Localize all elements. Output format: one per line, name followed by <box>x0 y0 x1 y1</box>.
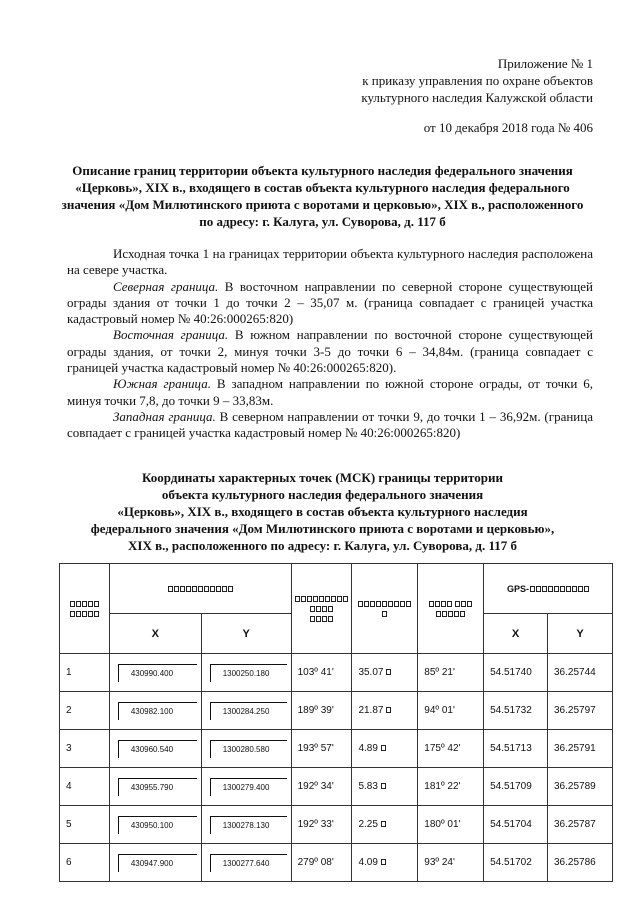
coord-y-cell <box>201 768 291 806</box>
header-length <box>352 564 418 654</box>
direction: 85º 21' <box>418 654 484 692</box>
west-boundary-paragraph <box>67 409 593 442</box>
header-y: Y <box>201 614 291 654</box>
coord-y-cell <box>201 844 291 882</box>
direction: 181º 22' <box>418 768 484 806</box>
unit-glyph <box>386 707 391 713</box>
coord-x: 430947.900 <box>118 854 197 872</box>
unit-glyph <box>381 745 386 751</box>
table-row <box>60 844 613 882</box>
gps-header-label <box>484 584 612 594</box>
coord-x-cell <box>109 654 201 692</box>
gps-x: 54.51732 <box>484 692 548 730</box>
length: 2.25 <box>358 819 378 830</box>
garbled-glyphs <box>352 609 417 619</box>
order-date: от 10 декабря 2018 года № 406 <box>423 120 593 135</box>
coord-y: 1300284.250 <box>210 702 287 720</box>
point-number: 3 <box>60 730 110 768</box>
length: 4.09 <box>358 857 378 868</box>
gps-y: 36.25791 <box>548 730 613 768</box>
coord-x: 430990.400 <box>118 664 197 682</box>
coord-y: 1300250.180 <box>210 664 287 682</box>
point-number: 4 <box>60 768 110 806</box>
coord-x: 430950.100 <box>118 816 197 834</box>
header-gps-x: X <box>484 614 548 654</box>
gps-x: 54.51713 <box>484 730 548 768</box>
angle: 189º 39' <box>291 692 352 730</box>
header-gps <box>484 564 613 614</box>
length-cell <box>352 806 418 844</box>
north-boundary-text: В восточном направлении по северной стороне существующей ограды здания от точки 1 до точки 2 – 35,07 м. (граница совпадает с границей участка кадастровый номер № 40:26:000265:820) <box>67 278 593 327</box>
header-point-number <box>60 564 110 654</box>
coord-y: 1300278.130 <box>210 816 287 834</box>
east-boundary-paragraph <box>67 327 593 376</box>
south-boundary-text: В западном направлении по южной стороне ограды, от точки 6, минуя точки 7,8, до точки 9 – 33,83м. <box>67 376 593 408</box>
angle: 192º 34' <box>291 768 352 806</box>
unit-glyph <box>381 783 386 789</box>
appendix-line-3: культурного наследия Калужской области <box>361 90 593 105</box>
table-row <box>60 806 613 844</box>
angle: 103º 41' <box>291 654 352 692</box>
coord-x-cell <box>109 692 201 730</box>
garbled-glyphs <box>110 584 291 594</box>
point-number: 6 <box>60 844 110 882</box>
angle: 193º 57' <box>291 730 352 768</box>
direction: 180º 01' <box>418 806 484 844</box>
garbled-glyphs <box>292 604 352 614</box>
appendix-header <box>361 55 593 106</box>
garbled-glyphs <box>418 599 483 609</box>
coordinates-title-line-4: федерального значения «Дом Милютинского приюта с воротами и церковью», <box>90 521 555 536</box>
coord-y-cell <box>201 654 291 692</box>
gps-x: 54.51704 <box>484 806 548 844</box>
length-cell <box>352 844 418 882</box>
coord-x: 430960.540 <box>118 740 197 758</box>
garbled-glyphs <box>292 594 352 604</box>
header-coordinates <box>109 564 291 614</box>
appendix-line-2: к приказу управления по охране объектов <box>362 73 593 88</box>
table-row <box>60 654 613 692</box>
coord-x: 430982.100 <box>118 702 197 720</box>
gps-x: 54.51709 <box>484 768 548 806</box>
coord-y: 1300279.400 <box>210 778 287 796</box>
coord-x-cell <box>109 806 201 844</box>
appendix-line-1: Приложение № 1 <box>497 56 593 71</box>
west-boundary-label: Западная граница. <box>113 408 216 424</box>
length: 4.89 <box>358 743 378 754</box>
north-boundary-label: Северная граница. <box>113 278 219 294</box>
header-direction <box>418 564 484 654</box>
coord-y: 1300277.640 <box>210 854 287 872</box>
east-boundary-text: В южном направлении по восточной стороне существующей ограды здания, от точки 2, минуя точки 3-5 до точки 6 – 34,84м. (граница совпадает с границей участка кадастровый номер № 40:26:000265:820). <box>67 327 593 376</box>
boundary-description-title: Описание границ территории объекта культурного наследия федерального значения «Церковь», XIX в., входящего в состав объекта культурного наследия федерального значения «Дом Милютинского приюта с воротами и церковью», XIX в., расположенного по адресу: г. Калуга, ул. Суворова, д. 117 б <box>61 163 584 229</box>
coordinates-title-line-3: «Церковь», XIX в., входящего в состав объекта культурного наследия <box>117 504 528 519</box>
south-boundary-paragraph <box>67 376 593 409</box>
gps-x: 54.51702 <box>484 844 548 882</box>
unit-glyph <box>381 821 386 827</box>
north-boundary-paragraph <box>67 279 593 328</box>
length-cell <box>352 692 418 730</box>
length-cell <box>352 654 418 692</box>
direction: 175º 42' <box>418 730 484 768</box>
point-number: 1 <box>60 654 110 692</box>
length: 35.07 <box>358 667 384 678</box>
coordinates-title-line-1: Координаты характерных точек (МСК) границы территории <box>142 470 503 485</box>
gps-y: 36.25787 <box>548 806 613 844</box>
unit-glyph <box>386 669 391 675</box>
header-gps-y: Y <box>548 614 613 654</box>
gps-x: 54.51740 <box>484 654 548 692</box>
length: 21.87 <box>358 705 384 716</box>
length: 5.83 <box>358 781 378 792</box>
table-row <box>60 730 613 768</box>
coordinates-title <box>60 469 585 554</box>
coord-x-cell <box>109 730 201 768</box>
coordinates-table <box>59 563 613 882</box>
table-row <box>60 768 613 806</box>
coord-y: 1300280.580 <box>210 740 287 758</box>
length-cell <box>352 730 418 768</box>
coord-y-cell <box>201 806 291 844</box>
direction: 94º 01' <box>418 692 484 730</box>
gps-y: 36.25744 <box>548 654 613 692</box>
coord-x: 430955.790 <box>118 778 197 796</box>
gps-y: 36.25797 <box>548 692 613 730</box>
coordinates-title-line-2: объекта культурного наследия федерального значения <box>161 487 484 502</box>
coord-y-cell <box>201 692 291 730</box>
start-point-paragraph: Исходная точка 1 на границах территории объекта культурного наследия расположена на севере участка. <box>67 246 593 278</box>
header-angle <box>291 564 352 654</box>
header-x: X <box>109 614 201 654</box>
coord-x-cell <box>109 768 201 806</box>
gps-y: 36.25789 <box>548 768 613 806</box>
garbled-glyphs <box>60 599 109 609</box>
east-boundary-label: Восточная граница. <box>113 327 229 343</box>
point-number: 2 <box>60 692 110 730</box>
coord-y-cell <box>201 730 291 768</box>
table-row <box>60 692 613 730</box>
direction: 93º 24' <box>418 844 484 882</box>
point-number: 5 <box>60 806 110 844</box>
west-boundary-text: В северном направлении от точки 9, до точки 1 – 36,92м. (граница совпадает с границей участка кадастровый номер № 40:26:000265:820) <box>67 408 593 441</box>
garbled-glyphs <box>352 599 417 609</box>
coord-x-cell <box>109 844 201 882</box>
gps-y: 36.25786 <box>548 844 613 882</box>
unit-glyph <box>381 859 386 865</box>
angle: 279º 08' <box>291 844 352 882</box>
garbled-glyphs <box>60 609 109 619</box>
length-cell <box>352 768 418 806</box>
boundary-description-body <box>67 246 593 442</box>
south-boundary-label: Южная граница. <box>113 376 211 392</box>
angle: 192º 33' <box>291 806 352 844</box>
garbled-glyphs <box>418 609 483 619</box>
gps-prefix: GPS- <box>507 583 530 594</box>
coordinates-title-line-5: XIX в., расположенного по адресу: г. Калуга, ул. Суворова, д. 117 б <box>128 538 517 553</box>
garbled-glyphs <box>292 614 352 624</box>
